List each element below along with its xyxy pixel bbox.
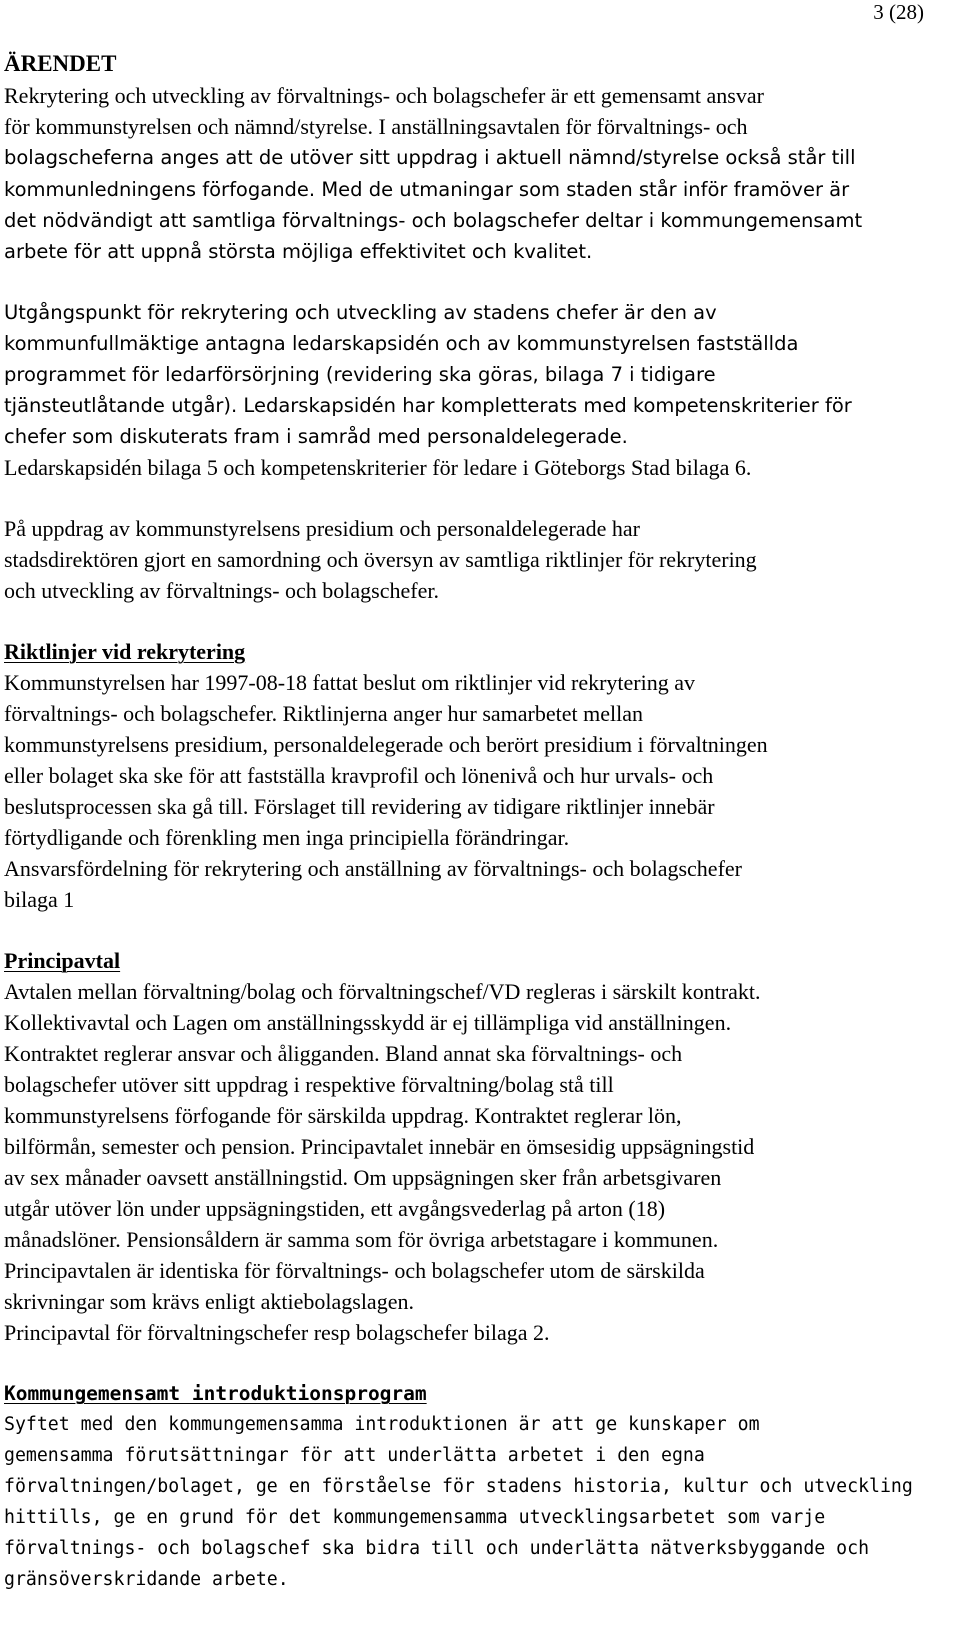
paragraph-line: På uppdrag av kommunstyrelsens presidium och personaldelegerade har <box>4 516 640 541</box>
paragraph-line: Avtalen mellan förvaltning/bolag och förvaltningschef/VD regleras i särskilt kontrakt. <box>4 979 761 1004</box>
paragraph-line: för kommunstyrelsen och nämnd/styrelse. I anställningsavtalen för förvaltnings- och <box>4 114 748 139</box>
paragraph-line: chefer som diskuterats fram i samråd med personaldelegerade. <box>4 425 628 448</box>
paragraph-line: tjänsteutlåtande utgår). Ledarskapsidén har kompletterats med kompetenskriterier för <box>4 394 852 417</box>
paragraph-line: och utveckling av förvaltnings- och bolagschefer. <box>4 578 439 603</box>
paragraph-line: arbete för att uppnå största möjliga effektivitet och kvalitet. <box>4 240 593 263</box>
paragraph-line: kommunstyrelsens förfogande för särskilda uppdrag. Kontraktet reglerar lön, <box>4 1103 682 1128</box>
section-introduktion <box>4 1378 956 1595</box>
paragraph-line: bilförmån, semester och pension. Principavtalet innebär en ömsesidig uppsägningstid <box>4 1134 755 1159</box>
paragraph-line: av sex månader oavsett anställningstid. Om uppsägningen sker från arbetsgivaren <box>4 1165 722 1190</box>
paragraph-line: Rekrytering och utveckling av förvaltnings- och bolagschefer är ett gemensamt ansvar <box>4 83 764 108</box>
section-arendet <box>4 48 956 267</box>
paragraph-line: förvaltnings- och bolagschefer. Riktlinjerna anger hur samarbetet mellan <box>4 701 643 726</box>
line-fragment: kommunledningens förfogande. Med de utmaningar som staden står inför framöver är <box>4 178 850 201</box>
section-utgangspunkt <box>4 297 956 483</box>
paragraph-line: stadsdirektören gjort en samordning och översyn av samtliga riktlinjer för rekrytering <box>4 547 757 572</box>
paragraph-line: Ledarskapsidén bilaga 5 och kompetenskriterier för ledare i Göteborgs Stad bilaga 6. <box>4 455 752 480</box>
paragraph-line: förvaltnings- och bolagschef ska bidra till och underlätta nätverksbyggande och <box>4 1538 870 1559</box>
section-heading-riktlinjer: Riktlinjer vid rekrytering <box>4 639 246 664</box>
paragraph-line: utgår utöver lön under uppsägningstiden, ett avgångsvederlag på arton (18) <box>4 1196 666 1221</box>
paragraph-line: Principavtalen är identiska för förvaltnings- och bolagschefer utom de särskilda <box>4 1258 705 1283</box>
paragraph-line: bolagschefer utöver sitt uppdrag i respektive förvaltning/bolag stå till <box>4 1072 614 1097</box>
paragraph-line: förtydligande och förenkling men inga principiella förändringar. <box>4 825 570 850</box>
paragraph-line: Syftet med den kommungemensamma introduktionen är att ge kunskaper om <box>4 1414 760 1435</box>
section-heading-principavtal: Principavtal <box>4 948 121 973</box>
document-body <box>4 48 956 1595</box>
paragraph-line: Kontraktet reglerar ansvar och åligganden. Bland annat ska förvaltnings- och <box>4 1041 683 1066</box>
paragraph-line: bolagscheferna anges att de utöver sitt uppdrag i aktuell nämnd/styrelse också står till <box>4 146 856 169</box>
paragraph-line: beslutsprocessen ska gå till. Förslaget till revidering av tidigare riktlinjer innebär <box>4 794 715 819</box>
section-riktlinjer <box>4 636 956 915</box>
section-uppdrag <box>4 513 956 606</box>
section-heading-introduktion: Kommungemensamt introduktionsprogram <box>4 1382 427 1405</box>
paragraph-line: Utgångspunkt för rekrytering och utveckling av stadens chefer är den av <box>4 301 717 324</box>
paragraph-line: kommunstyrelsens presidium, personaldelegerade och berört presidium i förvaltningen <box>4 732 768 757</box>
paragraph-line: månadslöner. Pensionsåldern är samma som för övriga arbetstagare i kommunen. <box>4 1227 719 1252</box>
paragraph-line: skrivningar som krävs enligt aktiebolagslagen. <box>4 1289 414 1314</box>
paragraph-line: programmet för ledarförsörjning (revidering ska göras, bilaga 7 i tidigare <box>4 363 716 386</box>
section-heading-arendet: ÄRENDET <box>4 51 117 76</box>
paragraph-line: hittills, ge en grund för det kommungemensamma utvecklingsarbetet som varje <box>4 1507 826 1528</box>
paragraph-line: gemensamma förutsättningar för att underlätta arbetet i den egna <box>4 1445 705 1466</box>
paragraph-line <box>4 173 956 205</box>
paragraph-line: bilaga 1 <box>4 887 75 912</box>
paragraph-line: Kommunstyrelsen har 1997-08-18 fattat beslut om riktlinjer vid rekrytering av <box>4 670 696 695</box>
paragraph-line: eller bolaget ska ske för att fastställa kravprofil och lönenivå och hur urvals- och <box>4 763 714 788</box>
paragraph-line: förvaltningen/bolaget, ge en förståelse för stadens historia, kultur och utveckling <box>4 1476 913 1497</box>
paragraph-line: Principavtal för förvaltningschefer resp bolagschefer bilaga 2. <box>4 1320 550 1345</box>
paragraph-line: Ansvarsfördelning för rekrytering och anställning av förvaltnings- och bolagschefer <box>4 856 742 881</box>
paragraph-line: kommunfullmäktige antagna ledarskapsidén och av kommunstyrelsen fastställda <box>4 332 799 355</box>
paragraph-line: det nödvändigt att samtliga förvaltnings- och bolagschefer deltar i kommungemensamt <box>4 209 863 232</box>
page-number: 3 (28) <box>873 0 924 24</box>
paragraph-line: gränsöverskridande arbete. <box>4 1569 289 1590</box>
section-principavtal <box>4 945 956 1348</box>
paragraph-line: Kollektivavtal och Lagen om anställningsskydd är ej tillämpliga vid anställningen. <box>4 1010 732 1035</box>
